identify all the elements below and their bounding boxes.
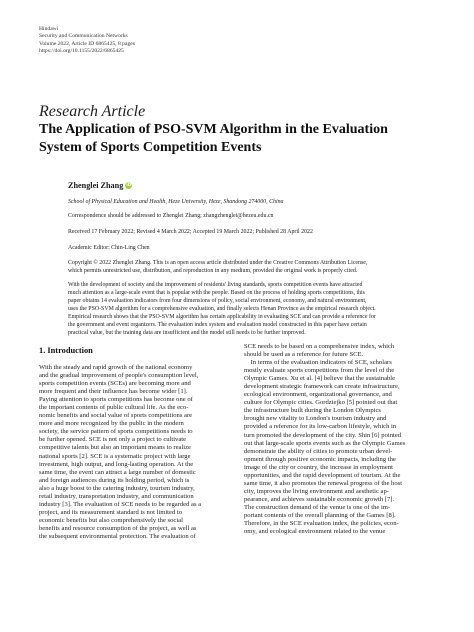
title-line: The Application of PSO-SVM Algorithm in the Evaluation — [39, 122, 388, 137]
body-text-line: brought new vitality to London's tourism industry and — [244, 415, 387, 423]
body-text-line: city, improves the living environment and aesthetic ap- — [244, 487, 389, 495]
body-text-line: benefits and resource consumption of the project, as well as — [39, 524, 197, 532]
body-text-line: ecological environment, organizational governance, and — [244, 391, 392, 399]
body-text-line: Paying attention to sports competitions has become one of — [39, 396, 193, 404]
body-text-line: pearance, and achieves sustainable economic growth [7]. — [244, 495, 395, 503]
body-text-line: provided a reference for its low-carbon lifestyle, which in — [244, 423, 397, 431]
body-text-line: out that large-scale sports events such as the Olympic Games — [244, 439, 406, 447]
body-text-line: national sports [2]. SCE is a systematic project with large — [39, 452, 191, 460]
author-name[interactable]: Zhenglei Zhang — [68, 181, 124, 190]
body-text-line: project, and its measurement standard is not limited to — [39, 508, 183, 516]
body-text-line: turn promoted the development of the city. Shin [6] pointed — [244, 431, 402, 439]
journal-name: Security and Communication Networks — [39, 33, 128, 40]
body-text-line: the important contents of public cultural life. As the eco- — [39, 404, 189, 412]
body-text-line: be further opened. SCE is not only a project to cultivate — [39, 436, 187, 444]
abstract-line: paper obtains 14 evaluation indicators from four dimensions of policy, social environment, economy, and natural environment, — [68, 298, 367, 304]
body-text-line: competitive talents but also an important means to realize — [39, 444, 191, 452]
body-text-line: retail industry, transportation industry, and communication — [39, 492, 194, 500]
right-column — [244, 343, 449, 536]
body-text-line: development strategic framework can create infrastructure, — [244, 383, 400, 391]
body-text-line: image of the city or country, the increase in employment — [244, 463, 393, 471]
orcid-icon[interactable]: iD — [126, 183, 132, 188]
copyright-line: Copyright © 2022 Zhenglei Zhang. This is an open access article distributed under the Creative Commons Attribution License, — [68, 260, 368, 266]
body-text-line: opment through positive economic impacts, including the — [244, 455, 396, 463]
body-text-line: more frequent and their influence has become wider [1]. — [39, 388, 188, 396]
body-text-line: culture for Olympic cities. Gordziejko [5] pointed out that — [244, 399, 398, 407]
body-text-line: The construction demand of the venue is one of the im- — [244, 503, 391, 511]
journal-doi-link[interactable]: https://doi.org/10.1155/2022/6865425 — [39, 48, 124, 55]
author-line — [68, 181, 132, 190]
body-text-line: and the gradual improvement of people's consumption level, — [39, 372, 199, 380]
body-text-line: the infrastructure built during the London Olympics — [244, 407, 381, 415]
abstract-line: uses the PSO-SVM algorithm for a comprehensive evaluation, and finally selects Henan Province as the empirical research object. — [68, 306, 376, 312]
body-text-line: sports competition events (SCEs) are becoming more and — [39, 380, 191, 388]
body-text-line: and foreign audiences during its holding period, which is — [39, 476, 190, 484]
copyright-notice — [68, 259, 438, 275]
body-text-line: more and more recognized by the public in the modern — [39, 420, 184, 428]
paper-title — [39, 121, 439, 157]
body-text-line: Therefore, in the SCE evaluation index, the policies, econ- — [244, 520, 399, 528]
abstract-line: practical value, but the training data are insufficient and the model still needs to be further improved. — [68, 330, 306, 336]
body-text-line: should be used as a reference for future SCE. — [244, 351, 364, 359]
body-text-line: SCE needs to be based on a comprehensive index, which — [244, 343, 395, 350]
abstract-line: With the development of society and the improvement of residents' living standards, sports competition events have attracted — [68, 282, 363, 288]
body-text-line: mostly evaluate sports competitions from the level of the — [244, 367, 395, 375]
abstract-line: Empirical research shows that the PSO-SVM algorithm has certain applicability in evaluating SCE and can provide a reference for — [68, 314, 376, 320]
body-text-line: Olympic Games. Xu et al. [4] believe that the sustainable — [244, 375, 396, 383]
journal-header — [39, 26, 135, 56]
body-text-line: same time, the event can attract a large number of domestic — [39, 468, 196, 476]
section-heading-introduction: 1. Introduction — [39, 346, 93, 355]
body-text-line: portant contents of the overall planning of the Games [8]. — [244, 511, 396, 519]
body-text-line: opportunities, and the rapid development of tourism. At the — [244, 471, 401, 479]
body-text-line: In terms of the evaluation indicators of SCE, scholars — [244, 359, 392, 367]
academic-editor: Academic Editor: Chin-Ling Chen — [68, 245, 150, 251]
body-text-line: investment, high output, and long-lasting operation. At the — [39, 460, 194, 468]
body-text-line: With the steady and rapid growth of the national economy — [39, 364, 193, 371]
abstract — [68, 281, 438, 337]
body-text-line: the subsequent environmental protection. The evaluation of — [39, 532, 196, 540]
correspondence: Correspondence should be addressed to Zhenglei Zhang; zhangzhenglei@hezeu.edu.cn — [68, 213, 274, 219]
abstract-line: the government and event organizers. The evaluation index system and evaluation model constructed in this paper have certain — [68, 322, 367, 328]
abstract-line: much attention as a large-scale event that is popular with the people. Based on the process of holding sports competitions, this — [68, 290, 365, 296]
publication-dates: Received 17 February 2022; Revised 4 March 2022; Accepted 19 March 2022; Published 28 April 2022 — [68, 229, 313, 235]
body-text-line: society, the service pattern of sports competitions needs to — [39, 428, 193, 436]
body-text-line: omy, and ecological environment related to the venue — [244, 528, 386, 536]
body-text-line: demonstrate the ability of cities to promote urban devel- — [244, 447, 393, 455]
article-type: Research Article — [39, 103, 146, 120]
left-column — [39, 364, 244, 541]
copyright-line: which permits unrestricted use, distribution, and reproduction in any medium, provided the original work is properly cited. — [68, 268, 358, 274]
journal-volume: Volume 2022, Article ID 6865425, 8 pages — [39, 40, 135, 47]
body-text-line: also a huge boost to the catering industry, tourism industry, — [39, 484, 195, 492]
body-text-line: industry [3]. The evaluation of SCE needs to be regarded as a — [39, 500, 202, 508]
affiliation: School of Physical Education and Health, Heze University, Heze, Shandong 274000, China — [68, 199, 284, 205]
body-text-line: nomic benefits and social value of sports competitions are — [39, 412, 193, 420]
title-line: System of Sports Competition Events — [39, 140, 262, 155]
publisher-name: Hindawi — [39, 26, 59, 32]
body-text-line: economic benefits but also comprehensively the social — [39, 516, 183, 524]
body-text-line: same time, it also promotes the renewal progress of the host — [244, 479, 403, 487]
